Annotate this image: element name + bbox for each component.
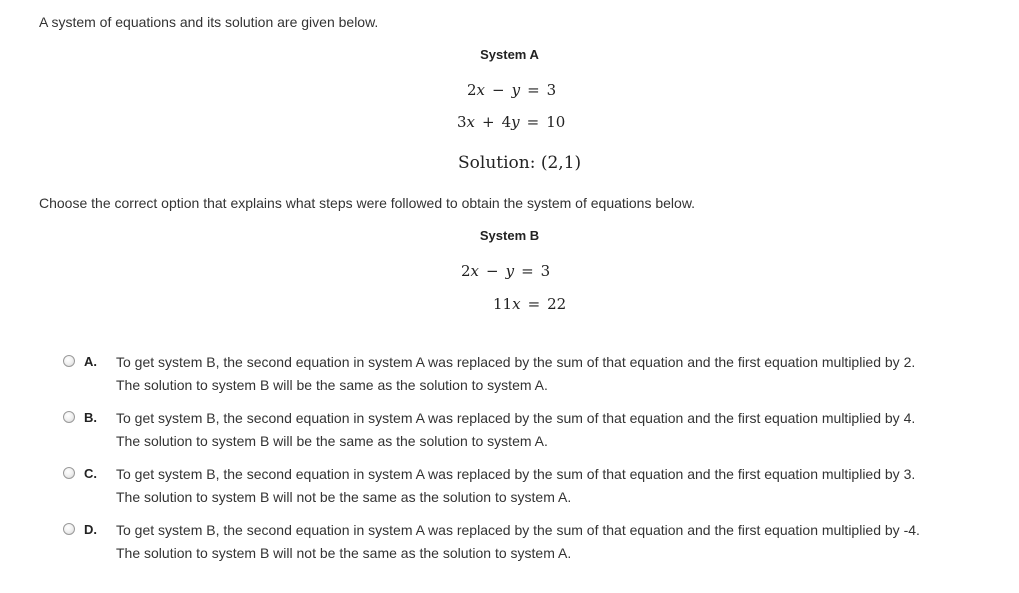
option-b-line-2: The solution to system B will be the same as the solution to system A. <box>116 433 548 449</box>
option-c-radio[interactable] <box>63 467 75 479</box>
coefficient: 2 <box>467 81 477 99</box>
system-a-equation-1 <box>467 81 556 99</box>
option-c-text[interactable] <box>116 463 956 509</box>
variable: y <box>511 113 520 131</box>
constant: 22 <box>547 295 567 313</box>
variable: y <box>511 81 521 99</box>
variable: x <box>476 81 486 99</box>
variable: y <box>505 262 515 280</box>
option-d-letter: D. <box>84 522 97 537</box>
variable: x <box>512 295 521 313</box>
system-b-equation-2 <box>493 295 566 313</box>
operator: + <box>482 113 495 131</box>
constant: 10 <box>546 113 566 131</box>
constant: 3 <box>540 262 551 280</box>
option-d-radio[interactable] <box>63 523 75 535</box>
option-c-line-2: The solution to system B will not be the same as the solution to system A. <box>116 489 572 505</box>
option-c-line-1: To get system B, the second equation in system A was replaced by the sum of that equation and the first equation multiplied by 3. <box>116 466 916 482</box>
variable: x <box>466 113 476 131</box>
system-a-equation-2 <box>457 113 565 131</box>
option-a-line-2: The solution to system B will be the same as the solution to system A. <box>116 377 548 393</box>
option-b-text[interactable] <box>116 407 956 453</box>
coefficient: 2 <box>461 262 471 280</box>
option-c-letter: C. <box>84 466 97 481</box>
option-a-text[interactable] <box>116 351 956 397</box>
operator: − <box>486 262 499 280</box>
coefficient: 4 <box>501 113 512 131</box>
option-b-radio[interactable] <box>63 411 75 423</box>
coefficient: 3 <box>457 113 467 131</box>
variable: x <box>470 262 480 280</box>
system-a-solution: Solution: (2,1) <box>458 153 582 173</box>
option-d-text[interactable] <box>116 519 956 565</box>
question-text: Choose the correct option that explains what steps were followed to obtain the system of equations below. <box>39 195 696 211</box>
option-a-letter: A. <box>84 354 97 369</box>
intro-text: A system of equations and its solution are given below. <box>39 14 379 30</box>
equals-sign: = <box>526 113 540 131</box>
option-b-letter: B. <box>84 410 97 425</box>
equals-sign: = <box>521 262 534 280</box>
equals-sign: = <box>527 81 540 99</box>
constant: 3 <box>546 81 557 99</box>
equals-sign: = <box>527 295 541 313</box>
coefficient: 11 <box>493 295 513 313</box>
option-a-line-1: To get system B, the second equation in system A was replaced by the sum of that equation and the first equation multiplied by 2. <box>116 354 916 370</box>
system-b-equation-1 <box>461 262 550 280</box>
operator: − <box>492 81 505 99</box>
system-b-title: System B <box>479 228 540 243</box>
system-a-title: System A <box>480 47 539 62</box>
option-d-line-2: The solution to system B will not be the same as the solution to system A. <box>116 545 572 561</box>
option-d-line-1: To get system B, the second equation in system A was replaced by the sum of that equation and the first equation multiplied by -4. <box>116 522 920 538</box>
option-a-radio[interactable] <box>63 355 75 367</box>
option-b-line-1: To get system B, the second equation in system A was replaced by the sum of that equation and the first equation multiplied by 4. <box>116 410 916 426</box>
